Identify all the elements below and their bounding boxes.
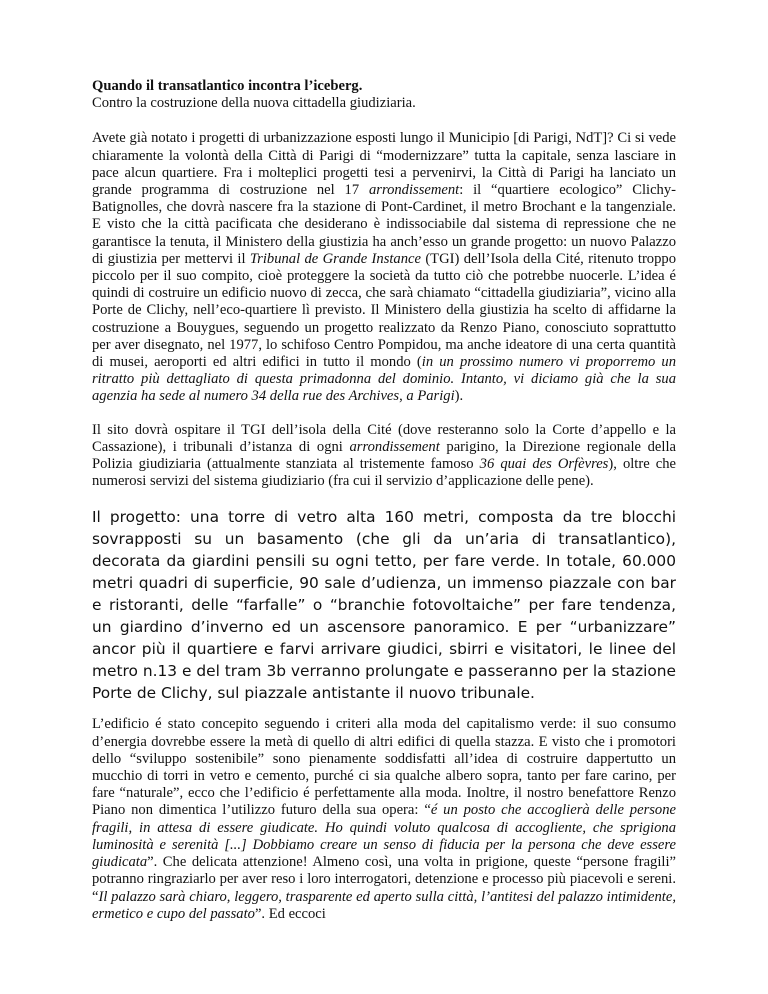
text-run: Il sito dovrà ospitare il TGI dell’isola della Cité (dove resteranno solo la Corte d’appello e la Cassazione), i tribunali d’istanza di ogni [92, 421, 676, 455]
article-title: Quando il transatlantico incontra l’iceberg. [92, 78, 363, 94]
text-run: Avete già notato i progetti di urbanizzazione esposti lungo il Municipio [di Parigi, NdT]? Ci si vede chiaramente la volontà della Città di Parigi di “modernizzare” tutta la capitale, senza lasciare in pace alcun quartiere. Fra i molteplici progetti tesi a pervenirvi, la Città di Parigi ha lanciato un grande programma di costruzione nel 17 [92, 130, 676, 199]
text-run: ”. Che delicata attenzione! Almeno così, una volta in prigione, queste “persone fragili” potranno ringraziarlo per aver reso i loro interrogatori, detenzione e processo più piacevoli e sereni. “ [92, 854, 676, 905]
text-run-italic: a Parigi [406, 388, 455, 405]
paragraph-1 [92, 130, 676, 405]
text-run-italic: 36 quai des Orfèvres [479, 456, 609, 473]
text-run: , [399, 388, 407, 405]
text-run: : il “quartiere ecologico” Clichy-Batignolles, che dovrà nascere fra la stazione di Pont-Cardinet, il metro Brochant e la tangenziale. E visto che la città pacificata che desiderano è indissociabile dal sistema di repressione che ne garantisce la tenuta, il Ministero della giustizia ha anch’esso un grande progetto: un nuovo Palazzo di giustizia per mettervi il [92, 182, 677, 267]
text-run: ), oltre che numerosi servizi del sistema giudiziario (fra cui il servizio d’applicazione delle pene). [92, 456, 676, 490]
paragraph-2 [92, 422, 676, 491]
paragraph-4 [92, 716, 676, 922]
text-run-italic: arrondissement [349, 438, 440, 455]
text-run: (TGI) dell’Isola della Cité, ritenuto troppo piccolo per il suo compito, cioè proteggere la società da tutto ciò che potrebbe nuocerle. L’idea é quindi di costruire un edificio nuovo di zecca, che sarà chiamato “cittadella giudiziaria”, vicino alla Porte de Clichy, nell’eco-quartiere lì previsto. Il Ministero della giustizia ha scelto di affidarne la costruzione a Bouygues, seguendo un progetto realizzato da Renzo Piano, conosciuto soprattutto per aver disegnato, nel 1977, lo schifoso Centro Pompidou, ma anche ideatore di una certa quantità di musei, aeroporti ed altri edifici in tutto il mondo ( [92, 250, 676, 371]
text-run-italic: Il palazzo sarà chiaro, leggero, trasparente ed aperto sulla città, l’antitesi del palazzo intimidente, ermetico e cupo del passato [92, 888, 676, 922]
text-run: parigino, la Direzione regionale della Polizia giudiziaria (attualmente stanziata al tristemente famoso [92, 438, 676, 473]
text-run: ). [454, 388, 464, 405]
text-run-italic: Tribunal de Grande Instance [249, 250, 421, 267]
article-subtitle: Contro la costruzione della nuova cittadella giudiziaria. [92, 95, 416, 112]
document-page [92, 78, 676, 939]
project-description-paragraph: Il progetto: una torre di vetro alta 160 metri, composta da tre blocchi sovrapposti su un basamento (che gli da un’aria di transatlantico), decorata da giardini pensili su ogni tetto, per fare verde. In totale, 60.000 metri quadri di superficie, 90 sale d’udienza, un immenso piazzale con bar e ristoranti, delle “farfalle” o “branchie fotovoltaiche” per fare tendenza, un giardino d’inverno ed un ascensore panoramico. E per “urbanizzare” ancor più il quartiere e farvi arrivare giudici, sbirri e visitatori, le linee del metro n.13 e del tram 3b verranno prolungate e passeranno per la stazione Porte de Clichy, sul piazzale antistante il nuovo tribunale. [92, 508, 676, 703]
text-run-italic: in un prossimo numero vi proporremo un ritratto più dettagliato di questa primadonna del dominio. Intanto, vi diciamo già che la sua agenzia ha sede al numero 34 della rue des Archives [92, 354, 676, 405]
text-run-italic: arrondissement [368, 182, 460, 199]
text-run-italic: é un posto che accoglierà delle persone fragili, in attesa di essere giudicate. Ho quindi voluto qualcosa di accogliente, che sprigiona luminosità e serenità [...] Dobbiamo creare un senso di fiducia per la persona che deve essere giudicata [92, 802, 677, 871]
text-run: ”. Ed eccoci [254, 905, 326, 922]
text-run: L’edificio é stato concepito seguendo i criteri alla moda del capitalismo verde: il suo consumo d’energia dovrebbe essere la metà di quello di altri edifici di quella stazza. E visto che i promotori dello “sviluppo sostenibile” sono pienamente soddisfatti all’idea di costruire dappertutto un mucchio di torri in vetro e cemento, purché ci sia qualche albero sopra, tanto per fare carino, per fare “naturale”, ecco che l’edificio é perfettamente alla moda. Inoltre, il nostro benefattore Renzo Piano non dimentica l’utilizzo futuro della sua opera: “ [92, 716, 676, 819]
